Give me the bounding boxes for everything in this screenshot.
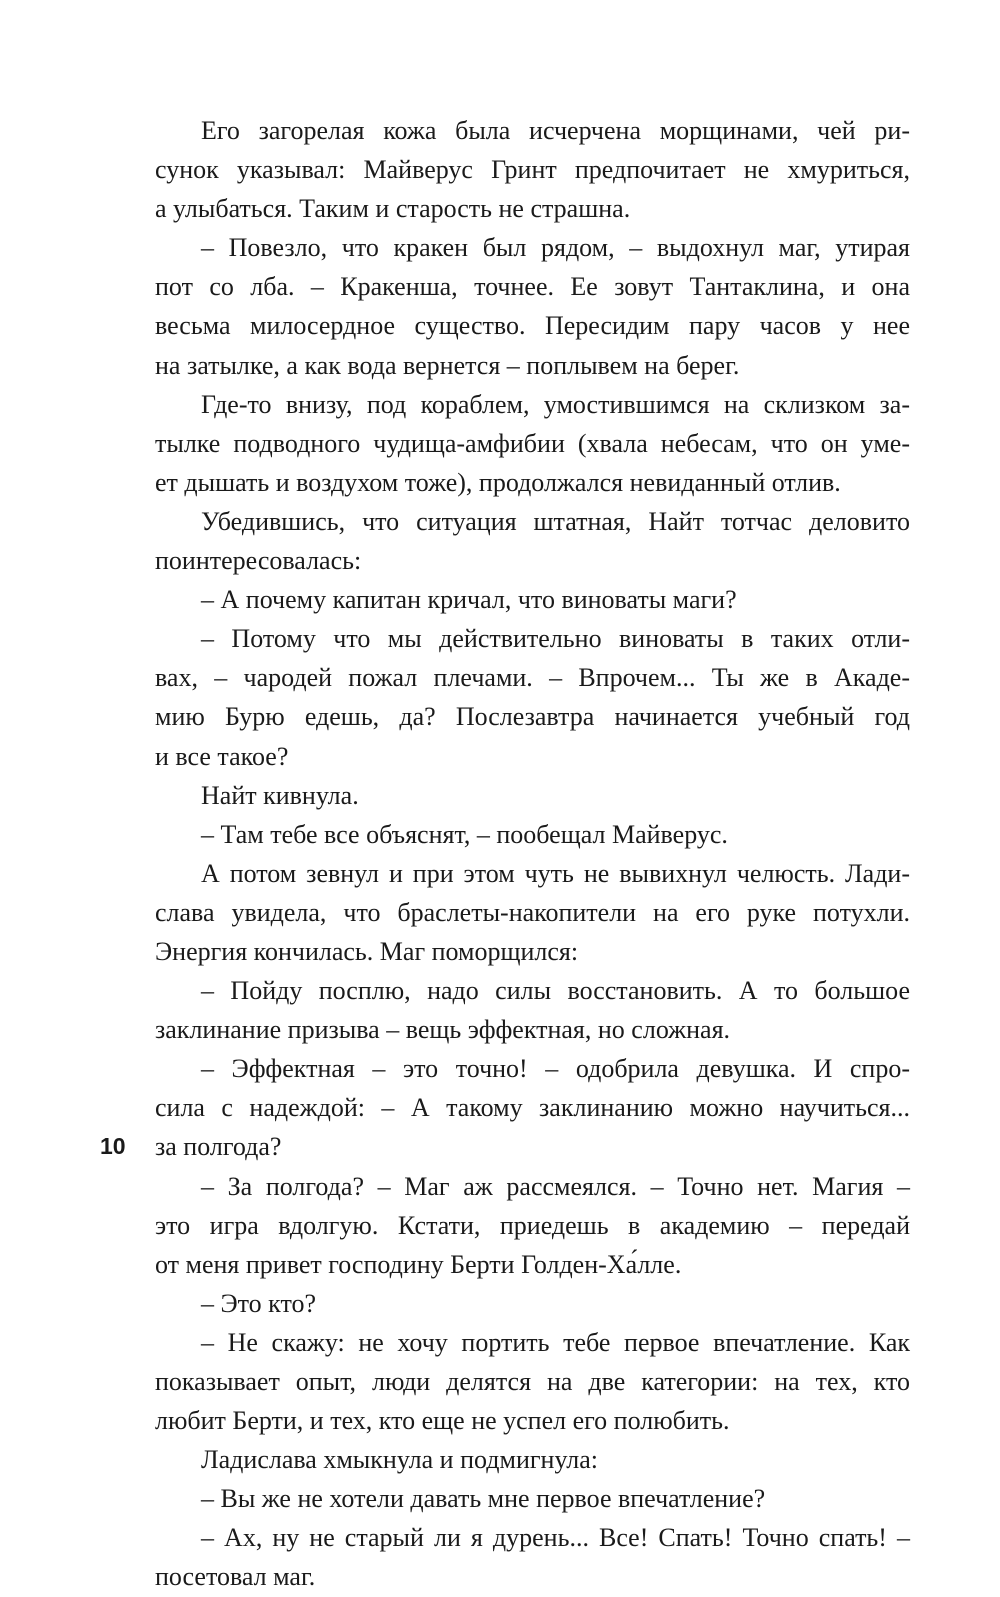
text-line: – Повезло, что кракен был рядом, – выдохнул маг, утирая <box>201 233 910 263</box>
text-line: любит Берти, и тех, кто еще не успел его полюбить. <box>155 1406 730 1436</box>
text-line: – Эффектная – это точно! – одобрила девушка. И спро- <box>201 1054 910 1084</box>
page-number: 10 <box>100 1133 126 1159</box>
text-line: заклинание призыва – вещь эффектная, но сложная. <box>155 1015 731 1045</box>
text-line: а улыбаться. Таким и старость не страшна. <box>155 194 631 224</box>
text-line: пот со лба. – Кракенша, точнее. Ее зовут Тантаклина, и она <box>155 272 910 302</box>
text-line: за полгода? <box>155 1132 282 1162</box>
text-line: – За полгода? – Маг аж рассмеялся. – Точно нет. Магия – <box>201 1171 910 1201</box>
text-line: это игра вдолгую. Кстати, приедешь в академию – передай <box>155 1210 910 1240</box>
text-line: Ладислава хмыкнула и подмигнула: <box>201 1445 599 1475</box>
body-text <box>155 111 910 1597</box>
text-line: – Не скажу: не хочу портить тебе первое впечатление. Как <box>201 1327 910 1357</box>
text-line: – Пойду посплю, надо силы восстановить. А то большое <box>201 976 910 1006</box>
text-line: – Там тебе все объяснят, – пообещал Майверус. <box>201 819 728 849</box>
text-line: от меня привет господину Берти Голден-Ха́лле. <box>155 1249 682 1279</box>
text-line: А потом зевнул и при этом чуть не вывихнул челюсть. Лади- <box>201 858 910 888</box>
text-line: показывает опыт, люди делятся на две категории: на тех, кто <box>155 1367 910 1396</box>
text-line: Где-то внизу, под кораблем, умостившимся на склизком за- <box>201 389 910 419</box>
text-line: – Потому что мы действительно виноваты в таких отли- <box>201 624 910 654</box>
text-line: мию Бурю едешь, да? Послезавтра начинается учебный год <box>155 702 910 732</box>
text-line: Энергия кончилась. Маг поморщился: <box>155 936 579 966</box>
text-line: – Это кто? <box>201 1288 317 1318</box>
text-line: на затылке, а как вода вернется – поплывем на берег. <box>155 350 740 380</box>
text-line: сунок указывал: Майверус Гринт предпочитает не хмуриться, <box>155 155 910 185</box>
text-line: тылке подводного чудища-амфибии (хвала небесам, что он уме- <box>155 428 910 458</box>
text-line: и все такое? <box>155 741 289 771</box>
text-line: поинтересовалась: <box>155 546 362 576</box>
text-line: – Вы же не хотели давать мне первое впечатление? <box>201 1484 766 1514</box>
text-line: Его загорелая кожа была исчерчена морщинами, чей ри- <box>201 116 910 145</box>
text-line: Найт кивнула. <box>201 780 359 810</box>
text-line: весьма милосердное существо. Пересидим пару часов у нее <box>155 311 910 341</box>
text-line: сила с надеждой: – А такому заклинанию можно научиться... <box>155 1093 910 1123</box>
text-line: вах, – чародей пожал плечами. – Впрочем... Ты же в Акаде- <box>155 663 910 693</box>
text-line: Убедившись, что ситуация штатная, Найт тотчас деловито <box>201 506 910 536</box>
text-line: посетовал маг. <box>155 1562 316 1592</box>
text-line: ет дышать и воздухом тоже), продолжался невиданный отлив. <box>155 467 841 497</box>
text-line: – Ах, ну не старый ли я дурень... Все! Спать! Точно спать! – <box>201 1523 910 1553</box>
text-line: – А почему капитан кричал, что виноваты маги? <box>201 585 737 615</box>
text-line: слава увидела, что браслеты-накопители на его руке потухли. <box>155 897 910 927</box>
